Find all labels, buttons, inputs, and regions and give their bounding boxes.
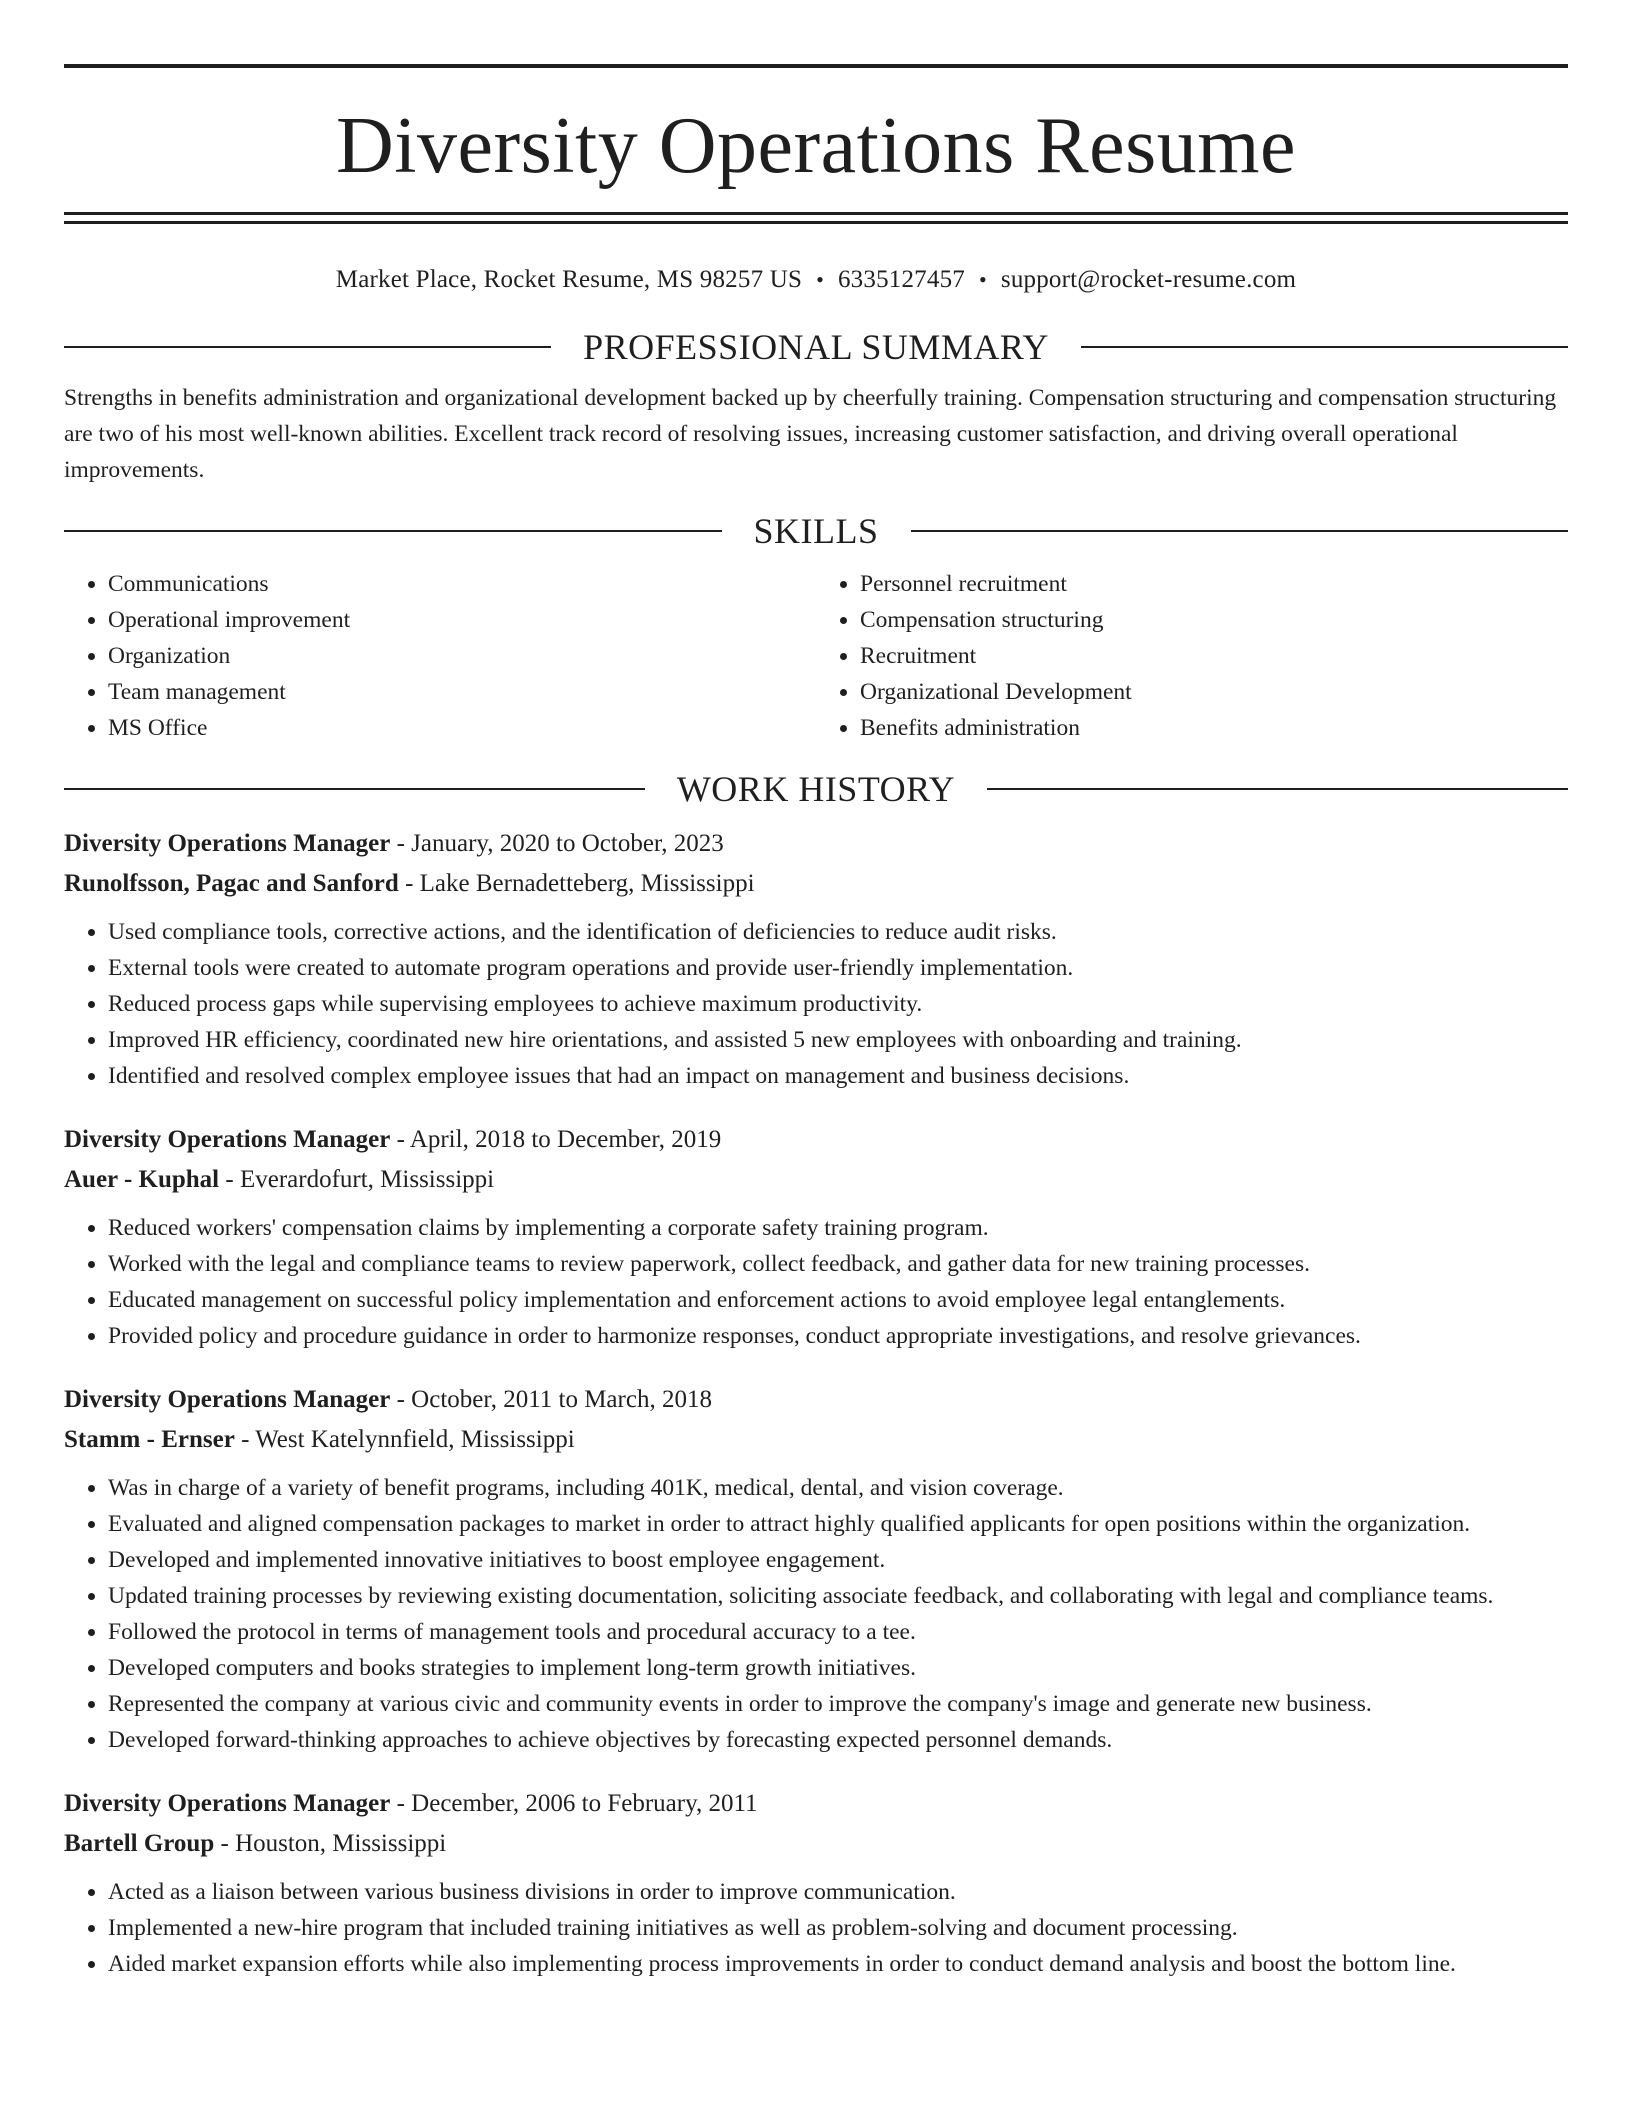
title-double-rule bbox=[64, 212, 1568, 224]
contact-separator: • bbox=[978, 267, 987, 292]
work-section-heading bbox=[64, 768, 1568, 810]
list-item: • Benefits administration bbox=[860, 710, 1568, 746]
work-history-list bbox=[64, 824, 1568, 1982]
skills-heading-label: SKILLS bbox=[753, 511, 879, 551]
list-item: • Operational improvement bbox=[108, 602, 816, 638]
list-item: • Implemented a new-hire program that included training initiatives as well as problem-solving and document processing. bbox=[108, 1910, 1568, 1946]
list-item: • Identified and resolved complex employee issues that had an impact on management and business decisions. bbox=[108, 1058, 1568, 1094]
list-item: • Represented the company at various civic and community events in order to improve the company's image and generate new business. bbox=[108, 1686, 1568, 1722]
skills-column-right bbox=[816, 566, 1568, 746]
list-item: • Communications bbox=[108, 566, 816, 602]
heading-rule bbox=[64, 346, 551, 348]
job-bullets bbox=[64, 914, 1568, 1094]
list-item: • Aided market expansion efforts while also implementing process improvements in order to conduct demand analysis and boost the bottom line. bbox=[108, 1946, 1568, 1982]
job-company-line: Stamm - Ernser - West Katelynnfield, Mississippi bbox=[64, 1426, 575, 1453]
job-entry bbox=[64, 1120, 1568, 1354]
contact-line bbox=[64, 260, 1568, 300]
job-title: Diversity Operations Manager bbox=[64, 1386, 391, 1413]
list-item: • Organization bbox=[108, 638, 816, 674]
job-location: Lake Bernadetteberg, Mississippi bbox=[419, 870, 755, 897]
list-item: • Acted as a liaison between various business divisions in order to improve communication. bbox=[108, 1874, 1568, 1910]
list-item: • Educated management on successful policy implementation and enforcement actions to avoid employee legal entanglements. bbox=[108, 1282, 1568, 1318]
list-item: • Updated training processes by reviewing existing documentation, soliciting associate feedback, and collaborating with legal and compliance teams. bbox=[108, 1578, 1568, 1614]
list-item: • Improved HR efficiency, coordinated new hire orientations, and assisted 5 new employees with onboarding and training. bbox=[108, 1022, 1568, 1058]
job-location: West Katelynnfield, Mississippi bbox=[255, 1426, 575, 1453]
list-item: • Recruitment bbox=[860, 638, 1568, 674]
job-company-line: Bartell Group - Houston, Mississippi bbox=[64, 1830, 447, 1857]
job-entry bbox=[64, 1784, 1568, 1982]
list-item: • Compensation structuring bbox=[860, 602, 1568, 638]
contact-address: Market Place, Rocket Resume, MS 98257 US bbox=[335, 266, 803, 293]
job-entry bbox=[64, 1380, 1568, 1758]
job-company: Runolfsson, Pagac and Sanford bbox=[64, 870, 399, 897]
job-dates: December, 2006 to February, 2011 bbox=[411, 1790, 758, 1817]
job-title: Diversity Operations Manager bbox=[64, 830, 391, 857]
list-item: • Was in charge of a variety of benefit programs, including 401K, medical, dental, and vision coverage. bbox=[108, 1470, 1568, 1506]
job-entry bbox=[64, 824, 1568, 1094]
heading-rule bbox=[1081, 346, 1568, 348]
job-bullets bbox=[64, 1210, 1568, 1354]
job-company: Stamm - Ernser bbox=[64, 1426, 235, 1453]
list-item: • Used compliance tools, corrective actions, and the identification of deficiencies to reduce audit risks. bbox=[108, 914, 1568, 950]
list-item: • Reduced process gaps while supervising employees to achieve maximum productivity. bbox=[108, 986, 1568, 1022]
list-item: • MS Office bbox=[108, 710, 816, 746]
list-item: • External tools were created to automate program operations and provide user-friendly implementation. bbox=[108, 950, 1568, 986]
summary-section-heading bbox=[64, 326, 1568, 368]
job-dates: October, 2011 to March, 2018 bbox=[411, 1386, 712, 1413]
list-item: • Developed and implemented innovative initiatives to boost employee engagement. bbox=[108, 1542, 1568, 1578]
summary-text: Strengths in benefits administration and organizational development backed up by cheerfully training. Compensation structuring and compensation structuring are two of his most well-known abilities. Excellent track record of resolving issues, increasing customer satisfaction, and driving overall operational improvements. bbox=[64, 385, 1557, 483]
list-item: • Reduced workers' compensation claims by implementing a corporate safety training program. bbox=[108, 1210, 1568, 1246]
list-item: • Followed the protocol in terms of management tools and procedural accuracy to a tee. bbox=[108, 1614, 1568, 1650]
job-company-line: Auer - Kuphal - Everardofurt, Mississippi bbox=[64, 1166, 495, 1193]
job-title: Diversity Operations Manager bbox=[64, 1126, 391, 1153]
work-heading-label: WORK HISTORY bbox=[676, 769, 956, 809]
list-item: • Team management bbox=[108, 674, 816, 710]
contact-separator: • bbox=[816, 267, 824, 292]
list-item: • Evaluated and aligned compensation packages to market in order to attract highly qualified applicants for open positions within the organization. bbox=[108, 1506, 1568, 1542]
contact-email[interactable]: support@rocket-resume.com bbox=[1000, 266, 1297, 293]
summary-heading-label: PROFESSIONAL SUMMARY bbox=[583, 327, 1049, 367]
job-title-line: Diversity Operations Manager - October, 2011 to March, 2018 bbox=[64, 1386, 712, 1413]
job-title-line: Diversity Operations Manager - April, 2018 to December, 2019 bbox=[64, 1126, 722, 1153]
job-dates: January, 2020 to October, 2023 bbox=[411, 830, 724, 857]
job-title: Diversity Operations Manager bbox=[64, 1790, 391, 1817]
contact-phone: 6335127457 bbox=[837, 266, 965, 293]
job-bullets bbox=[64, 1470, 1568, 1758]
job-dates: April, 2018 to December, 2019 bbox=[409, 1126, 722, 1153]
job-company: Bartell Group bbox=[64, 1830, 215, 1857]
list-item: • Organizational Development bbox=[860, 674, 1568, 710]
heading-rule bbox=[911, 530, 1569, 532]
heading-rule bbox=[64, 788, 645, 790]
list-item: • Personnel recruitment bbox=[860, 566, 1568, 602]
skills-list bbox=[64, 566, 1568, 746]
job-location: Everardofurt, Mississippi bbox=[239, 1166, 495, 1193]
heading-rule bbox=[64, 530, 722, 532]
list-item: • Provided policy and procedure guidance in order to harmonize responses, conduct appropriate investigations, and resolve grievances. bbox=[108, 1318, 1568, 1354]
skills-section-heading bbox=[64, 510, 1568, 552]
list-item: • Worked with the legal and compliance teams to review paperwork, collect feedback, and gather data for new training processes. bbox=[108, 1246, 1568, 1282]
list-item: • Developed computers and books strategies to implement long-term growth initiatives. bbox=[108, 1650, 1568, 1686]
job-bullets bbox=[64, 1874, 1568, 1982]
job-location: Houston, Mississippi bbox=[235, 1830, 447, 1857]
skills-column-left bbox=[64, 566, 816, 746]
page-title: Diversity Operations Resume bbox=[336, 102, 1296, 190]
job-title-line: Diversity Operations Manager - December, 2006 to February, 2011 bbox=[64, 1790, 758, 1817]
heading-rule bbox=[987, 788, 1568, 790]
top-rule bbox=[64, 64, 1568, 68]
job-company-line: Runolfsson, Pagac and Sanford - Lake Bernadetteberg, Mississippi bbox=[64, 870, 755, 897]
list-item: • Developed forward-thinking approaches to achieve objectives by forecasting expected personnel demands. bbox=[108, 1722, 1568, 1758]
job-title-line: Diversity Operations Manager - January, 2020 to October, 2023 bbox=[64, 830, 724, 857]
job-company: Auer - Kuphal bbox=[64, 1166, 220, 1193]
